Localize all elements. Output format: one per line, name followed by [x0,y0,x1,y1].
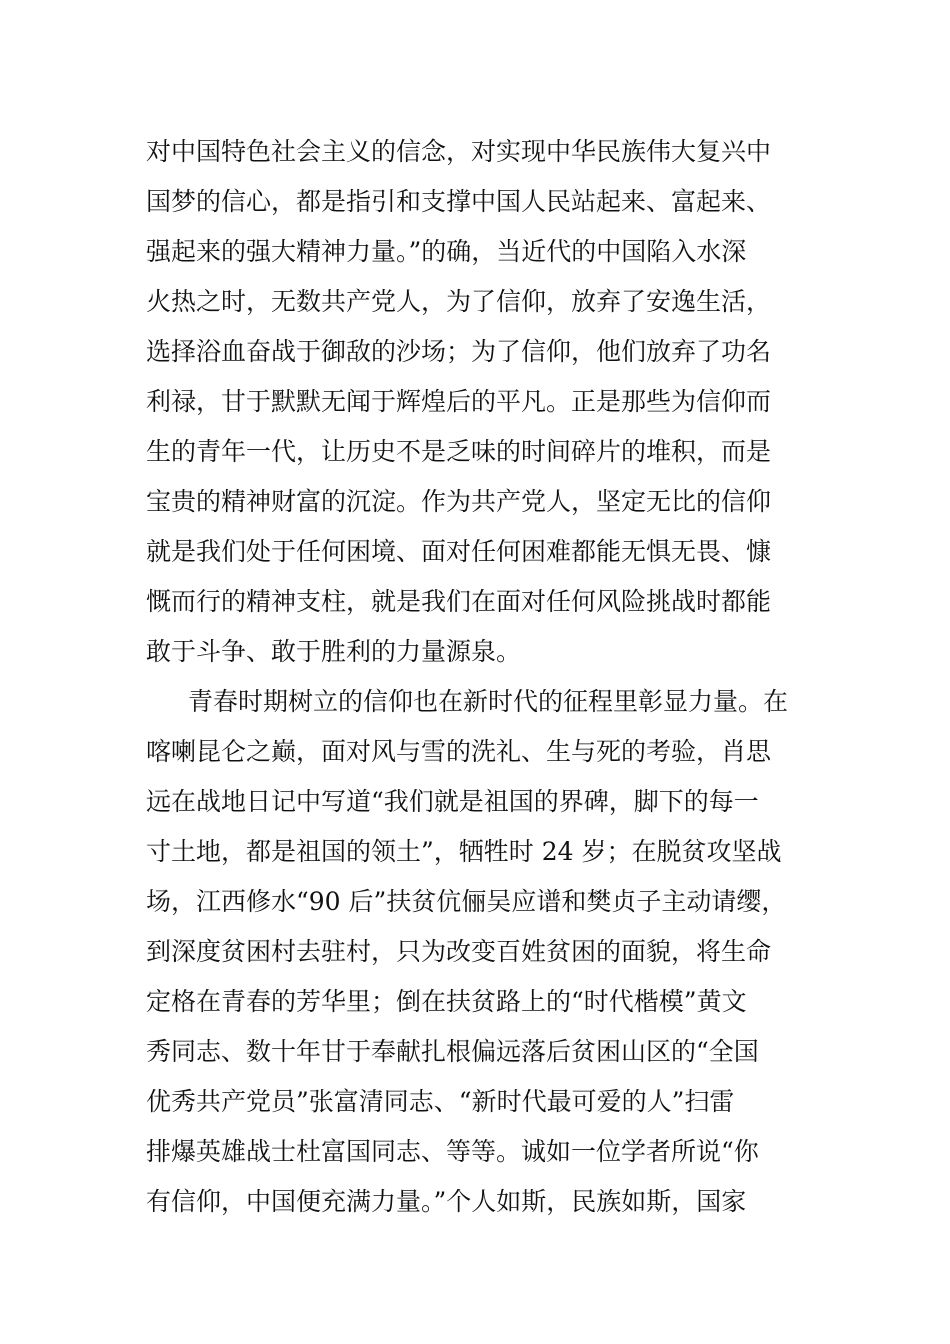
text-line: 场，江西修水“90 后”扶贫伉俪吴应谱和樊贞子主动请缨， [146,887,787,916]
text-line: 优秀共产党员”张富清同志、“新时代最可爱的人”扫雷 [146,1087,735,1116]
text-line: 有信仰，中国便充满力量。”个人如斯，民族如斯，国家 [146,1187,747,1216]
text-line: 秀同志、数十年甘于奉献扎根偏远落后贫困山区的“全国 [146,1037,759,1066]
text-line: 强起来的强大精神力量。”的确，当近代的中国陷入水深 [146,237,747,266]
text-line: 排爆英雄战士杜富国同志、等等。诚如一位学者所说“你 [146,1137,759,1166]
text-line: 生的青年一代，让历史不是乏味的时间碎片的堆积，而是 [146,437,772,466]
text-line: 定格在青春的芳华里；倒在扶贫路上的“时代楷模”黄文 [146,987,747,1016]
text-line: 慨而行的精神支柱，就是我们在面对任何风险挑战时都能 [146,587,772,616]
text-line: 选择浴血奋战于御敌的沙场；为了信仰，他们放弃了功名 [146,337,772,366]
text-line: 就是我们处于任何困境、面对任何困难都能无惧无畏、慷 [146,537,772,566]
text-line: 国梦的信心，都是指引和支撑中国人民站起来、富起来、 [146,187,772,216]
text-line: 远在战地日记中写道“我们就是祖国的界碑，脚下的每一 [146,787,759,816]
text-line: 宝贵的精神财富的沉淀。作为共产党人，坚定无比的信仰 [146,487,772,516]
text-line: 寸土地，都是祖国的领土”，牺牲时 24 岁；在脱贫攻坚战 [146,837,782,866]
text-line: 喀喇昆仑之巅，面对风与雪的洗礼、生与死的考验，肖思 [146,737,772,766]
text-line: 利禄，甘于默默无闻于辉煌后的平凡。正是那些为信仰而 [146,387,772,416]
text-line: 火热之时，无数共产党人，为了信仰，放弃了安逸生活， [146,287,772,316]
paragraph-1 [146,127,826,677]
paragraph-2 [146,677,826,1227]
body-text [146,127,826,1227]
text-line: 青春时期树立的信仰也在新时代的征程里彰显力量。在 [188,687,789,716]
text-line: 对中国特色社会主义的信念，对实现中华民族伟大复兴中 [146,137,772,166]
text-line: 敢于斗争、敢于胜利的力量源泉。 [146,637,522,666]
text-line: 到深度贫困村去驻村，只为改变百姓贫困的面貌，将生命 [146,937,772,966]
